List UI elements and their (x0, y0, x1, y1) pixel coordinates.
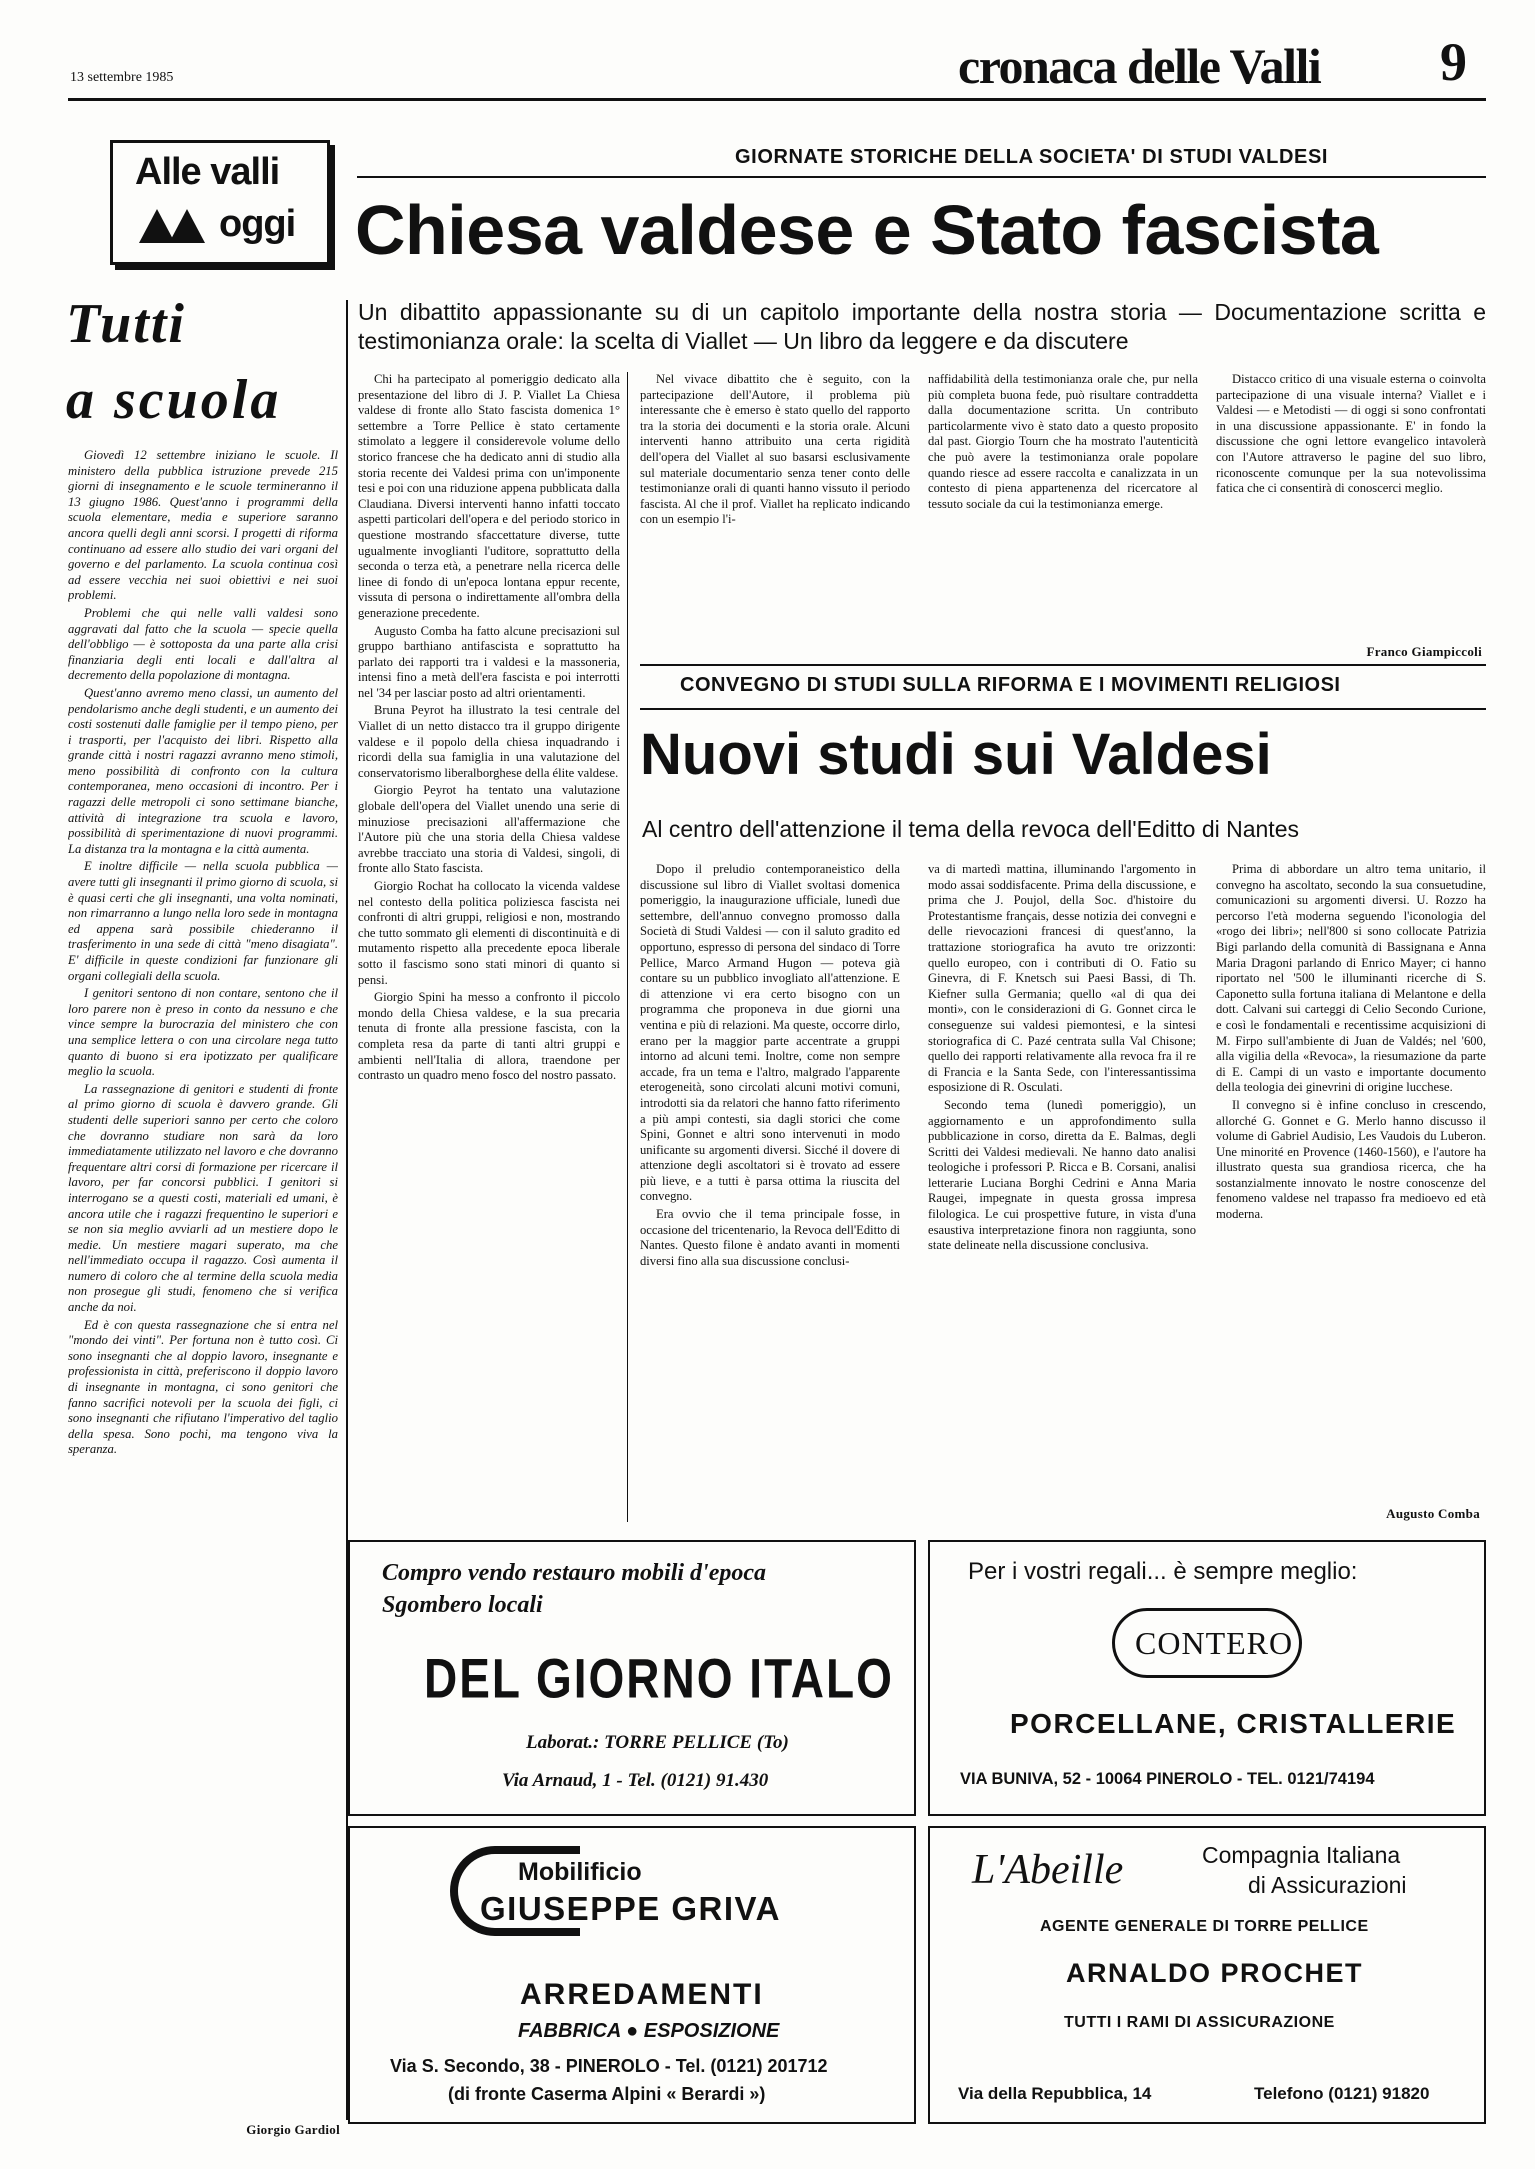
editorial-paragraph: I genitori sentono di non contare, sentono che il loro parere non è preso in conto da nessuno e che vince sempre la burocrazia del ministero che con una semplice lettera o con una circolare nega tutto quanto di buono si era ipotizzato per qualificare meglio la scuola. (68, 986, 338, 1079)
ad1-line2: Sgombero locali (382, 1592, 543, 1618)
ad1-line1: Compro vendo restauro mobili d'epoca (382, 1560, 766, 1586)
ad2-products: PORCELLANE, CRISTALLERIE (1010, 1708, 1457, 1739)
mountain-icon (139, 205, 209, 250)
masthead-rule (68, 98, 1486, 101)
article2-paragraph: Il convegno si è infine concluso in crescendo, allorché G. Gonnet e G. Merlo hanno discusso il volume di Gabriel Audisio, Les Vaudois du Luberon. Une minorité en Provence (1460-1560), e l'autore ha illustrato questa sua grandiosa ricerca, che ha sostanzialmente innovato le nostre conoscenze del fenomeno valdese nel trapasso fra medioevo ed età moderna. (1216, 1097, 1486, 1222)
article1-col4 (1216, 372, 1486, 612)
article2-col2 (928, 862, 1196, 1522)
article2-paragraph: Secondo tema (lunedì pomeriggio), un aggiornamento e un approfondimento sulla pubblicazione in corso, diretta da E. Balmas, degli Scritti dei Valdesi medievali. Ne hanno dato analisi teologiche i professori P. Ricca e B. Corsani, analisi letterarie Luciana Borghi Cedrini e Anna Maria Raugei, impegnate in questa grossa impresa filologica. Le cui prospettive future, in vista d'una esaustiva interpretazione finora non raggiunta, sono state delineate nella discussione conclusiva. (928, 1097, 1196, 1253)
article2-author: Augusto Comba (1386, 1506, 1480, 1521)
article1-paragraph: Chi ha partecipato al pomeriggio dedicato alla presentazione del libro di J. P. Viallet La Chiesa valdese di fronte allo Stato fascista domenica 1° settembre a Torre Pellice è stato certamente stimolato a leggere il considerevole volume dello storico francese che ha dedicato anni di studio alla storia recente dei Valdesi prima con un'imponente tesi e poi con una riduzione appena pubblicata dalla Claudiana. Diversi interventi hanno infatti toccato aspetti particolari dell'opera e del periodo storico in questione mostrando sfaccettature diverse, tutte ugualmente invoglianti l'uditore, soprattutto della seconda o terza età, a penetrare nella ricerca delle linee di fondo di un'epoca lontana eppur recente, vissuta di persona o indirettamente all'ombra della generazione precedente. (358, 372, 620, 620)
editorial-body (68, 448, 338, 2108)
article2-paragraph: Prima di abbordare un altro tema unitario, il convegno ha ascoltato, secondo la sua consuetudine, comunicazioni su argomenti diversi. U. Rozzo ha percorso l'età moderna seguendo l'iconologia del «rogo dei libri»; nell'800 si sono collocate Patrizia Bigi parlando della comunità di Bassignana e Anna Maria Dragoni parlando di Enrico Mayer; ci hanno riportato nel '500 le illuminanti ricerche di S. Caponetto sulla fortuna italiana di Melantone e della dott. Calvani sui carteggi di Celio Secondo Curione, e così le fondamentali e recentissime acquisizioni di M. Firpo sull'ambiente di Juan de Valdés; nel '600, alla vigilia della «Revoca», la riesumazione da parte di E. Campi di un vasto e importante documento della teologia dei ginevrini di origine lucchese. (1216, 862, 1486, 1095)
article1-author: Franco Giampiccoli (1366, 644, 1482, 659)
ad-abeille (928, 1826, 1486, 2124)
article1-headline: Chiesa valdese e Stato fascista (355, 191, 1379, 269)
ad1-lab: Laborat.: TORRE PELLICE (To) (526, 1732, 789, 1753)
article1-paragraph: Giorgio Peyrot ha tentato una valutazione globale dell'opera del Viallet unendo una serie di minuziose precisazioni all'affermazione che l'Autore più che una storia della Chiesa valdese avrebbe tracciato una storia di Valdesi, singoli, di fronte allo Stato fascista. (358, 783, 620, 876)
section-box (110, 140, 330, 265)
article2-paragraph: Dopo il preludio contemporaneistico della discussione sul libro di Viallet svoltasi domenica pomeriggio, la inaugurazione ufficiale, lunedì due settembre, dell'annuo convegno promosso dalla Società di Studi Valdesi — con il saluto gradito ed opportuno, espresso di persona del sindaco di Torre Pellice, Marco Armand Hugon — poteva già contare su un pubblico invogliato all'attenzione. E di attenzione vi era certo bisogno con un programma che proponeva in due giorni una ventina e più di relazioni. Ma queste, occorre dirlo, erano per la maggior parte accentrate a gruppi intorno ad alcuni temi. Inoltre, come non sempre accade, fra un tema e l'altro, malgrado l'apparente eterogeneità, sono circolati alcuni motivi comuni, introdotti sia da relatori che hanno fatto riferimento a più ampi contesti, sia dagli storici che come Spini, Gonnet e altri sono intervenuti in modo unificante su argomenti diversi. Sicché il dovere di attenzione degli ascoltatori si è trovato ad essere più lieve, e a tutti è parsa ottima la riuscita del convegno. (640, 862, 900, 1204)
editorial-paragraph: E inoltre difficile — nella scuola pubblica — avere tutti gli insegnanti il primo giorno di scuola, si è quasi certi che gli insegnanti, una volta nominati, non rimarranno a lungo nella loro sede in montagna ed appena sarà possibile chiederanno il trasferimento in una sede di città "meno disagiata". E' difficile in queste condizioni far funzionare gli organi collegiali della scuola. (68, 859, 338, 983)
article2-col1 (640, 862, 900, 1522)
article2-paragraph: va di martedì mattina, illuminando l'argomento in modo assai soddisfacente. Prima della discussione, e prima che J. Poujol, della Soc. d'histoire du Protestantisme français, desse notizia dei convegni e delle rievocazioni francesi di quest'anno, la trattazione storiografica ha avuto tre orizzonti: quello europeo, con i contributi di O. Fatio su Ginevra, di F. Knetsch sui Paesi Bassi, di Th. Kiefner sulla Germania; quello «al di qua dei monti», con le considerazioni di G. Gonnet circa le conseguenze sui valdesi piemontesi, e la sintesi storiografica di C. Pazé centrata sulla Val Chisone; quello dei rapporti relativamente alla revoca fra il re di Francia e la Santa Sede, con l'interessantissima esposizione di R. Osculati. (928, 862, 1196, 1095)
ad4-logo: L'Abeille (972, 1847, 1124, 1893)
editorial-title-2: a scuola (66, 369, 282, 431)
ad-contero (928, 1540, 1486, 1816)
contero-logo-icon (1112, 1608, 1302, 1678)
article1-col3 (928, 372, 1198, 672)
ad4-company2: di Assicurazioni (1248, 1872, 1407, 1898)
article1-kicker-rule (357, 176, 1486, 178)
article2-top-rule (640, 664, 1486, 666)
section-box-line1: Alle valli (135, 151, 280, 193)
editorial-paragraph: Ed è con questa rassegnazione che si entra nel "mondo dei vinti". Per fortuna non è tutto così. Ci sono insegnanti che al doppio lavoro, insegnante e professionista in città, preferiscono il doppio lavoro di insegnante in montagna, ci sono genitori che fanno sacrifici notevoli per la scuola dei figli, ci sono insegnanti che rifiutano l'imperativo del taglio della spesa. Sono pochi, ma tengono viva la speranza. (68, 1317, 338, 1457)
article2-paragraph: Era ovvio che il tema principale fosse, in occasione del tricentenario, la Revoca dell'Editto di Nantes. Questo filone è andato avanti in momenti diversi fino alla sua discussione conclusi- (640, 1207, 900, 1268)
ad3-address: Via S. Secondo, 38 - PINEROLO - Tel. (0121) 201712 (390, 2056, 828, 2076)
article2-col3 (1216, 862, 1486, 1498)
ad4-branches: TUTTI I RAMI DI ASSICURAZIONE (1064, 2014, 1335, 2031)
editorial-title-1: Tutti (66, 293, 186, 355)
editorial-paragraph: La rassegnazione di genitori e studenti di fronte al primo giorno di scuola è davvero grande. Gli studenti delle superiori sanno per certo che coloro che dovranno studiare non sarà da loro immediatamente utilizzato nel lavoro e che dovranno frequentare altri corsi di formazione per ricercare il lavoro, per far concorsi pubblici. I genitori si interrogano se a questi costi, materiali ed umani, è ancora utile che i ragazzi frequentino le superiori e se non sia meglio avviarli ad un mestiere dopo le medie. Un mestiere magari superato, ma che nell'immediato occupa il ragazzo. Così aumenta il numero di coloro che al termine della scuola media non prosegue gli studi, fenomeno che si verifica anche da noi. (68, 1081, 338, 1315)
page-number: 9 (1440, 32, 1467, 92)
ad2-tagline: Per i vostri regali... è sempre meglio: (968, 1558, 1358, 1585)
ad1-name: DEL GIORNO ITALO (424, 1647, 894, 1710)
ad4-company1: Compagnia Italiana (1202, 1842, 1401, 1868)
ad3-sub: FABBRICA ● ESPOSIZIONE (518, 2020, 780, 2042)
ad4-address: Via della Repubblica, 14 (958, 2084, 1152, 2103)
article1-paragraph: Giorgio Spini ha messo a confronto il piccolo mondo della Chiesa valdese, e la sua precaria tenuta di fronte alla pressione fascista, con la completa resa da parte di tanti altri gruppi e ambienti nell'Italia di allora, traendone per contrasto un quadro meno fosco del nostro passato. (358, 990, 620, 1083)
masthead-date: 13 settembre 1985 (70, 70, 174, 85)
editorial-author: Giorgio Gardiol (246, 2122, 340, 2137)
article1-paragraph: Giorgio Rochat ha collocato la vicenda valdese nel contesto della politica poliziesca fascista nei confronti di altri gruppi, religiosi e non, mostrando che tutto sommato gli elementi di discontinuità e di mutamento rispetto alla precedente epoca liberale sotto il fascismo sono stati minori di quanto si pensi. (358, 879, 620, 987)
ad3-note: (di fronte Caserma Alpini « Berardi ») (448, 2084, 766, 2104)
article1-paragraph: Distacco critico di una visuale esterna o coinvolta partecipazione di una visuale interna? Viallet e i Valdesi — e Metodisti — di oggi si sono confrontati in una discussione appassionante. E' in fondo la discussione che ogni lettore evangelico intavolerà con l'Autore attraverso le pagine del suo libro, riconoscente comunque per la sua notevolissima fatica che ci consentirà di conoscerci meglio. (1216, 372, 1486, 496)
ad3-small: Mobilificio (518, 1858, 642, 1886)
article1-paragraph: Bruna Peyrot ha illustrato la tesi centrale del Viallet di un netto distacco tra il gruppo dirigente valdese e il popolo della chiesa inquadrando i ricordi della sua famiglia in una valutazione del conservatorismo liberalborghese della élite valdese. (358, 703, 620, 780)
ad4-phone: Telefono (0121) 91820 (1254, 2084, 1430, 2103)
editorial-paragraph: Quest'anno avremo meno classi, un aumento del pendolarismo anche degli studenti, e un aumento dei costi sostenuti dalle famiglie per il tempo pieno, per i trasporti, per l'acquisto dei libri. Rispetto alla grande città i nostri ragazzi avranno meno stimoli, meno possibilità di confronto con la cultura contemporanea, meno occasioni di incontro. Per i ragazzi delle metropoli ci sono settimane bianche, attività di integrazione tra scuola e lavoro, possibilità di sperimentazione di nuovi programmi. La distanza tra la montagna e la città aumenta. (68, 685, 338, 856)
article1-paragraph: Nel vivace dibattito che è seguito, con la partecipazione dell'Autore, il problema più interessante che è emerso è stato quello del rapporto tra la storia dei documenti e la storia orale. Alcuni interventi hanno attribuito una certa rigidità dell'opera del Viallet al suo basarsi esclusivamente sul materiale documentario senza tener conto delle testimonianze orali di quanti hanno vissuto il periodo fascista. Al che il prof. Viallet ha replicato indicando con un esempio l'i- (640, 372, 910, 527)
article2-kicker-rule (640, 708, 1486, 710)
ad2-address: VIA BUNIVA, 52 - 10064 PINEROLO - TEL. 0121/74194 (960, 1770, 1375, 1788)
ad-giuseppe-griva (348, 1826, 916, 2124)
ad4-agent: AGENTE GENERALE DI TORRE PELLICE (1040, 1918, 1369, 1935)
column-divider (627, 372, 628, 1522)
article1-kicker: GIORNATE STORICHE DELLA SOCIETA' DI STUDI VALDESI (735, 146, 1329, 168)
article1-deck: Un dibattito appassionante su di un capitolo importante della nostra storia — Documentazione scritta e testimonianza orale: la scelta di Viallet — Un libro da leggere e da discutere (358, 299, 1486, 354)
ad-del-giorno-italo (348, 1540, 916, 1816)
article2-headline: Nuovi studi sui Valdesi (640, 722, 1272, 787)
article2-deck: Al centro dell'attenzione il tema della revoca dell'Editto di Nantes (642, 816, 1299, 842)
ad3-name: GIUSEPPE GRIVA (480, 1890, 781, 1927)
ad4-name: ARNALDO PROCHET (1066, 1958, 1363, 1988)
article1-paragraph: Augusto Comba ha fatto alcune precisazioni sul gruppo barthiano antifascista e soprattutto ha parlato dei rapporti tra i valdesi e la massoneria, intensi fino a metà dell'era fascista e poi interrotti nel '34 per lasciar posto ad altri orientamenti. (358, 623, 620, 700)
article1-col1 (358, 372, 620, 1522)
editorial-paragraph: Giovedì 12 settembre iniziano le scuole. Il ministero della pubblica istruzione prevede 215 giorni di insegnamento e le scuole termineranno il 13 giugno 1986. Quest'anno i programmi della scuola elementare, media e superiore saranno ancora quelli degli anni scorsi. I progetti di riforma continuano ad essere allo studio dei vari organi del governo e del parlamento. La scuola continua così ad essere vecchia nei suoi obiettivi e nei suoi problemi. (68, 448, 338, 603)
masthead-title: cronaca delle Valli (958, 38, 1321, 94)
ad2-logo: CONTERO (1135, 1625, 1294, 1661)
section-box-line2: oggi (219, 203, 296, 245)
article1-col2 (640, 372, 910, 672)
editorial-paragraph: Problemi che qui nelle valli valdesi sono aggravati dal fatto che la scuola — specie quella dell'obbligo — è sottoposta da una parte alla crisi finanziaria degli enti locali e dall'altra al decremento della popolazione di montagna. (68, 605, 338, 683)
article1-paragraph: naffidabilità della testimonianza orale che, pur nella più completa buona fede, può risultare contraddetta dalla documentazione scritta. Un contributo particolarmente vivo è stato dato a questo proposito dal past. Giorgio Tourn che ha mostrato l'autenticità che può avere la testimonianza orale popolare quando riesce ad essere raccolta e canalizzata in un contesto di piena appartenenza del ricercatore al tessuto sociale da cui la testimonianza emerge. (928, 372, 1198, 511)
article2-kicker: CONVEGNO DI STUDI SULLA RIFORMA E I MOVIMENTI RELIGIOSI (680, 674, 1341, 696)
ad3-arredamenti: ARREDAMENTI (520, 1978, 764, 2011)
ad1-address: Via Arnaud, 1 - Tel. (0121) 91.430 (502, 1770, 769, 1791)
